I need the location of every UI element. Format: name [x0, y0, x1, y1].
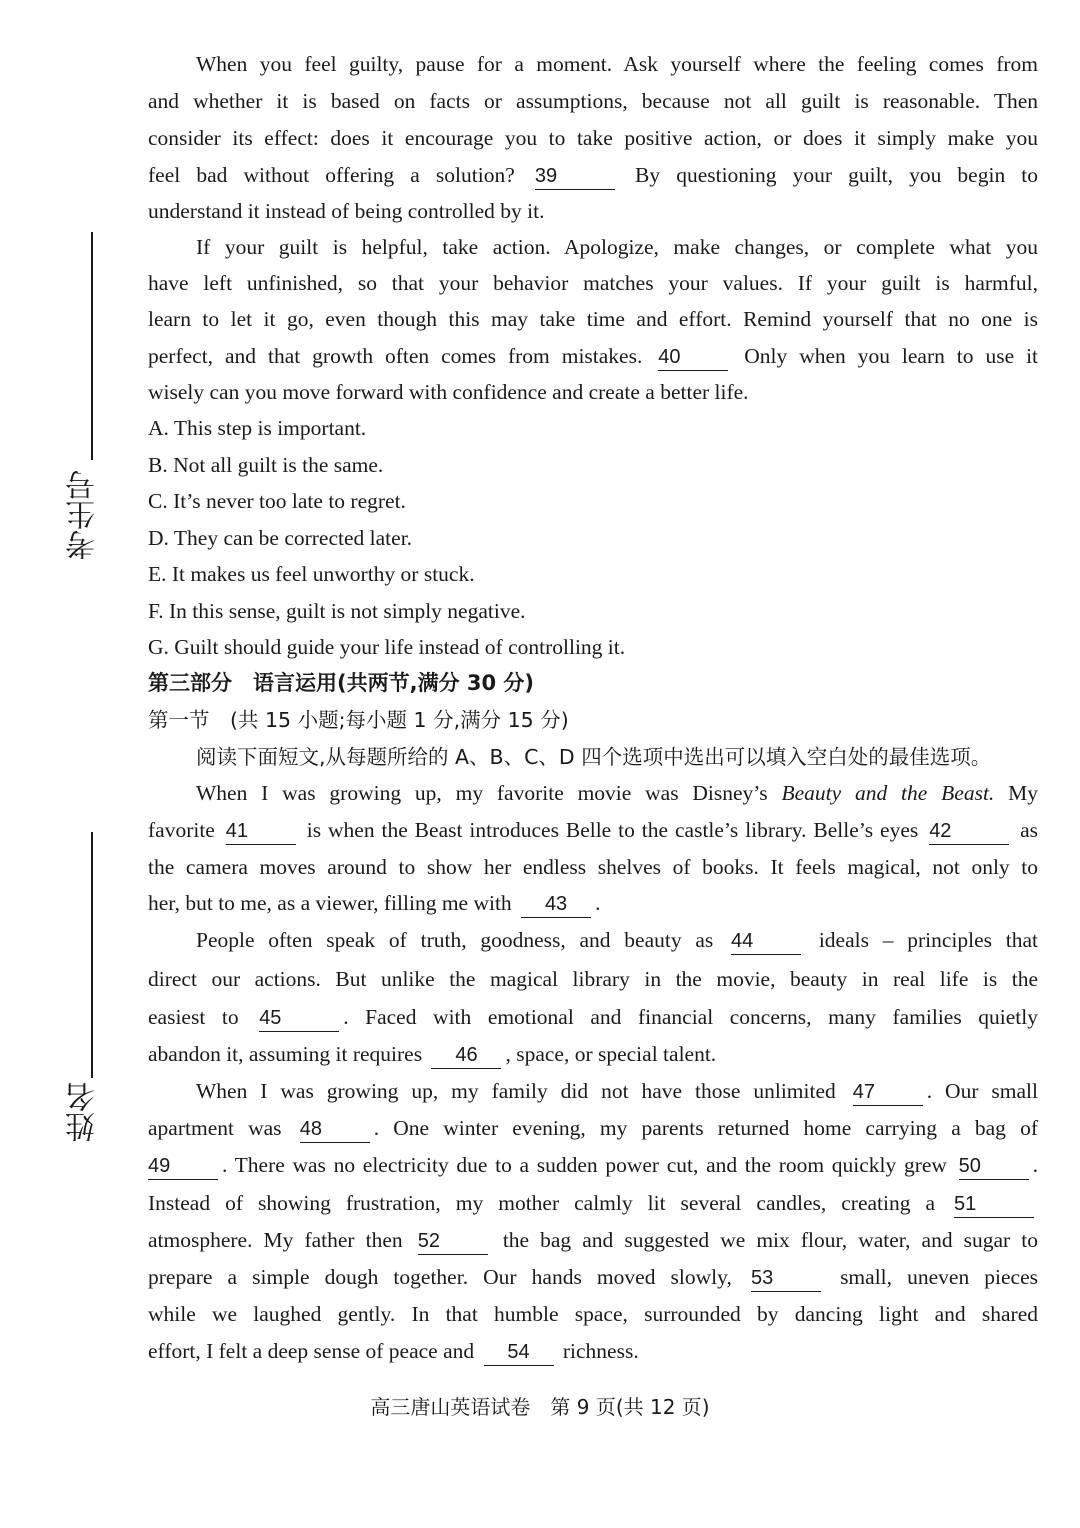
passage-text: ideals – principles that: [818, 928, 1039, 952]
blank-52[interactable]: 52: [418, 1228, 488, 1255]
blank-39[interactable]: 39: [535, 163, 615, 190]
cloze-line: [196, 1073, 1038, 1109]
section1-heading: 第一节 (共 15 小题;每小题 1 分,满分 15 分): [148, 708, 569, 732]
option-f: F. In this sense, guilt is not simply negative.: [148, 599, 526, 623]
blank-53[interactable]: 53: [751, 1265, 821, 1292]
passage-text: Instead of showing frustration, my mother calmly lit several candles, creating a: [148, 1191, 936, 1215]
passage-text: .: [1032, 1153, 1039, 1177]
cloze-line: [148, 812, 1038, 848]
passage-text: . Faced with emotional and financial concerns, many families quietly: [343, 1005, 1038, 1029]
passage-text: perfect, and that growth often comes from mistakes.: [148, 344, 643, 368]
passage-text: feel bad without offering a solution?: [148, 163, 515, 187]
blank-54[interactable]: 54: [484, 1339, 554, 1366]
cloze-line: [148, 1036, 1038, 1072]
cloze-line: while we laughed gently. In that humble space, surrounded by dancing light and shared: [148, 1302, 1038, 1326]
option-g: G. Guilt should guide your life instead of controlling it.: [148, 635, 626, 659]
option-a: A. This step is important.: [148, 416, 367, 440]
passage-line: [148, 338, 1038, 374]
cloze-line: direct our actions. But unlike the magical library in the movie, beauty in real life is the: [148, 967, 1038, 991]
blank-41[interactable]: 41: [226, 818, 296, 845]
passage-text: small, uneven pieces: [840, 1265, 1039, 1289]
passage-text: Only when you learn to use it: [744, 344, 1039, 368]
passage-text: apartment was: [148, 1116, 282, 1140]
cloze-line: [148, 1185, 1038, 1221]
movie-title: Beauty and the Beast.: [781, 781, 995, 805]
cloze-line: [148, 1222, 1038, 1258]
cloze-line: [148, 1110, 1038, 1146]
passage-text: . One winter evening, my parents returned home carrying a bag of: [373, 1116, 1038, 1140]
passage-text: . Our small: [926, 1079, 1038, 1103]
passage-text: as: [1020, 818, 1039, 842]
blank-46[interactable]: 46: [431, 1042, 501, 1069]
blank-49[interactable]: 49: [148, 1153, 218, 1180]
instruction: 阅读下面短文,从每题所给的 A、B、C、D 四个选项中选出可以填入空白处的最佳选项。: [196, 745, 992, 769]
passage-line: consider its effect: does it encourage you to take positive action, or does it simply make you: [148, 126, 1038, 150]
passage-line: [148, 157, 1038, 193]
blank-48[interactable]: 48: [300, 1116, 370, 1143]
name-label: 姓名: [66, 1082, 101, 1142]
blank-47[interactable]: 47: [853, 1079, 923, 1106]
passage-text: People often speak of truth, goodness, and beauty as: [196, 928, 714, 952]
cloze-line: [148, 999, 1038, 1035]
passage-text: is when the Beast introduces Belle to the castle’s library. Belle’s eyes: [306, 818, 919, 842]
passage-text: , space, or special talent.: [505, 1042, 717, 1066]
option-d: D. They can be corrected later.: [148, 526, 413, 550]
cloze-line: the camera moves around to show her endless shelves of books. It feels magical, not only to: [148, 855, 1038, 879]
blank-45[interactable]: 45: [259, 1005, 339, 1032]
passage-line: have left unfinished, so that your behavior matches your values. If your guilt is harmful,: [148, 271, 1038, 295]
cloze-line: [148, 885, 1038, 921]
cloze-line: [148, 1259, 1038, 1295]
exam-number-label: 考生号: [66, 470, 101, 560]
passage-text: When I was growing up, my favorite movie was Disney’s: [196, 781, 768, 805]
blank-51[interactable]: 51: [954, 1191, 1034, 1218]
option-b: B. Not all guilt is the same.: [148, 453, 384, 477]
blank-43[interactable]: 43: [521, 891, 591, 918]
passage-text: atmosphere. My father then: [148, 1228, 403, 1252]
passage-text: By questioning your guilt, you begin to: [635, 163, 1039, 187]
passage-line: When you feel guilty, pause for a moment. Ask yourself where the feeling comes from: [196, 52, 1038, 76]
passage-text: prepare a simple dough together. Our hands moved slowly,: [148, 1265, 732, 1289]
passage-text: When I was growing up, my family did not have those unlimited: [196, 1079, 836, 1103]
cloze-line: [148, 1147, 1038, 1183]
cloze-line: [148, 1333, 1038, 1369]
passage-text: . There was no electricity due to a sudden power cut, and the room quickly grew: [222, 1153, 947, 1177]
passage-text: My: [1008, 781, 1038, 805]
passage-line: learn to let it go, even though this may take time and effort. Remind yourself that no one is: [148, 307, 1038, 331]
passage-text: the bag and suggested we mix flour, water, and sugar to: [502, 1228, 1038, 1252]
passage-text: easiest to: [148, 1005, 239, 1029]
passage-line: wisely can you move forward with confidence and create a better life.: [148, 380, 749, 404]
passage-text: richness.: [562, 1339, 639, 1363]
blank-50[interactable]: 50: [959, 1153, 1029, 1180]
page-footer: 高三唐山英语试卷 第 9 页(共 12 页): [370, 1395, 710, 1419]
exam-number-line: [91, 232, 93, 460]
part3-heading: 第三部分 语言运用(共两节,满分 30 分): [148, 671, 535, 695]
blank-44[interactable]: 44: [731, 928, 801, 955]
cloze-line: [196, 775, 1038, 811]
passage-line: If your guilt is helpful, take action. Apologize, make changes, or complete what you: [196, 235, 1038, 259]
passage-text: her, but to me, as a viewer, filling me with: [148, 891, 512, 915]
passage-line: understand it instead of being controlled by it.: [148, 199, 545, 223]
blank-42[interactable]: 42: [929, 818, 1009, 845]
passage-line: and whether it is based on facts or assumptions, because not all guilt is reasonable. Then: [148, 89, 1038, 113]
passage-text: .: [595, 891, 601, 915]
passage-text: abandon it, assuming it requires: [148, 1042, 423, 1066]
blank-40[interactable]: 40: [658, 344, 728, 371]
passage-text: effort, I felt a deep sense of peace and: [148, 1339, 475, 1363]
option-e: E. It makes us feel unworthy or stuck.: [148, 562, 475, 586]
name-line: [91, 832, 93, 1078]
option-c: C. It’s never too late to regret.: [148, 489, 406, 513]
passage-text: favorite: [148, 818, 215, 842]
cloze-line: [196, 922, 1038, 958]
